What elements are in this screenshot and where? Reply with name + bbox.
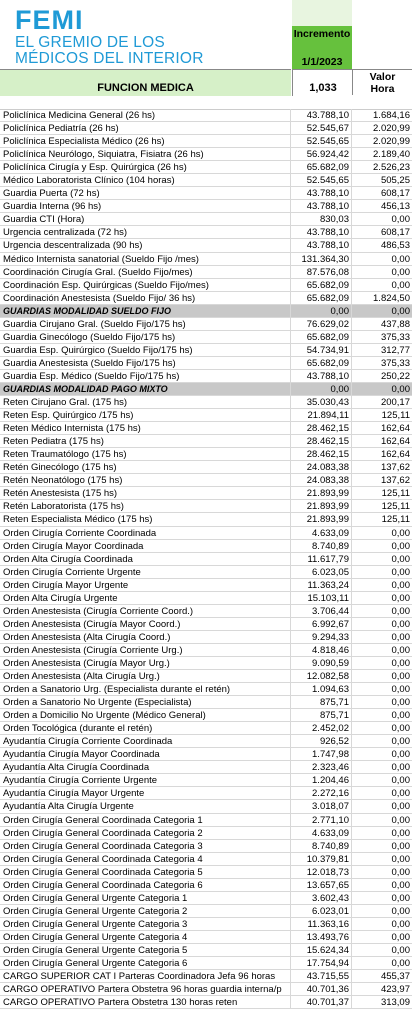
amount-cell: 875,71 xyxy=(291,696,352,708)
table-row xyxy=(0,709,412,722)
amount-cell: 13.493,76 xyxy=(291,931,352,943)
table-row xyxy=(0,892,412,905)
table-row xyxy=(0,840,412,853)
logo-subtitle-line2: MÉDICOS DEL INTERIOR xyxy=(15,50,204,67)
table-row xyxy=(0,174,412,187)
amount-cell: 43.788,10 xyxy=(291,200,352,212)
function-cell: GUARDIAS MODALIDAD PAGO MIXTO xyxy=(0,383,291,395)
function-header: FUNCION MEDICA xyxy=(0,69,291,96)
function-cell: Guardia Anestesista (Sueldo Fijo/175 hs) xyxy=(0,357,291,369)
function-cell: Orden Cirugía Mayor Urgente xyxy=(0,579,291,591)
function-cell: Orden Anestesista (Cirugía Corriente Urg.) xyxy=(0,644,291,656)
function-cell: Retén Laboratorista (175 hs) xyxy=(0,500,291,512)
function-cell: Orden Cirugía Mayor Coordinada xyxy=(0,540,291,552)
table-row xyxy=(0,253,412,266)
amount-cell: 52.545,67 xyxy=(291,122,352,134)
function-cell: Orden Anestesista (Cirugía Corriente Coord.) xyxy=(0,605,291,617)
hourly-value-cell: 456,13 xyxy=(380,201,410,213)
table-row xyxy=(0,605,412,618)
function-cell: Orden Alta Cirugía Coordinada xyxy=(0,553,291,565)
table-row xyxy=(0,266,412,279)
hourly-value-cell: 0,00 xyxy=(391,853,410,865)
table-row xyxy=(0,970,412,983)
hourly-value-cell: 162,64 xyxy=(380,423,410,435)
function-cell: Orden Cirugía Corriente Urgente xyxy=(0,566,291,578)
amount-cell: 11.363,24 xyxy=(291,579,352,591)
hourly-value-cell: 423,97 xyxy=(380,984,410,996)
hourly-value-cell: 0,00 xyxy=(391,736,410,748)
hourly-value-cell: 250,22 xyxy=(380,370,410,382)
function-cell: Guardia Interna (96 hs) xyxy=(0,200,291,212)
amount-cell: 10.379,81 xyxy=(291,853,352,865)
amount-cell: 43.788,10 xyxy=(291,370,352,382)
hourly-value-cell: 0,00 xyxy=(391,775,410,787)
hourly-value-cell: 0,00 xyxy=(391,540,410,552)
table-row xyxy=(0,122,412,135)
function-cell: Reten Esp. Quirúrgico /175 hs) xyxy=(0,409,291,421)
table-row xyxy=(0,905,412,918)
amount-cell: 28.462,15 xyxy=(291,422,352,434)
amount-cell: 9.090,59 xyxy=(291,657,352,669)
amount-cell: 21.894,11 xyxy=(291,409,352,421)
function-cell: Ayudantía Cirugía Mayor Urgente xyxy=(0,787,291,799)
function-cell: Ayudantía Alta Cirugía Urgente xyxy=(0,800,291,812)
hourly-value-cell: 0,00 xyxy=(391,749,410,761)
amount-cell: 9.294,33 xyxy=(291,631,352,643)
hourly-value-cell: 608,17 xyxy=(380,188,410,200)
amount-cell: 2.452,02 xyxy=(291,722,352,734)
table-row xyxy=(0,618,412,631)
table-row xyxy=(0,331,412,344)
amount-cell: 56.924,42 xyxy=(291,148,352,160)
hourly-value-cell: 0,00 xyxy=(391,723,410,735)
table-row xyxy=(0,657,412,670)
hourly-value-cell: 137,62 xyxy=(380,462,410,474)
hourly-value-cell: 0,00 xyxy=(391,827,410,839)
function-cell: Reten Pediatra (175 hs) xyxy=(0,435,291,447)
hourly-value-cell: 125,11 xyxy=(381,501,410,513)
function-cell: Reten Médico Internista (175 hs) xyxy=(0,422,291,434)
header-blank-cell xyxy=(292,0,352,26)
table-row xyxy=(0,774,412,787)
function-cell: Retén Anestesista (175 hs) xyxy=(0,487,291,499)
table-row xyxy=(0,187,412,200)
function-cell: Orden Cirugía General Urgente Categoria 5 xyxy=(0,944,291,956)
function-cell: Ayudantía Cirugía Mayor Coordinada xyxy=(0,748,291,760)
table-row xyxy=(0,566,412,579)
amount-cell: 28.462,15 xyxy=(291,435,352,447)
function-cell: Orden a Domicilio No Urgente (Médico General) xyxy=(0,709,291,721)
amount-cell: 43.788,10 xyxy=(291,239,352,251)
function-cell: Policlínica Cirugía y Esp. Quirúrgica (26 hs) xyxy=(0,161,291,173)
table-row xyxy=(0,983,412,996)
table-row xyxy=(0,279,412,292)
hourly-value-cell: 1.684,16 xyxy=(373,110,410,121)
hourly-value-cell: 200,17 xyxy=(380,397,410,409)
hourly-value-cell: 125,11 xyxy=(381,488,410,500)
function-cell: Urgencia descentralizada (90 hs) xyxy=(0,239,291,251)
hourly-value-cell: 0,00 xyxy=(391,657,410,669)
hourly-value-cell: 162,64 xyxy=(380,449,410,461)
function-cell: Orden Cirugía General Urgente Categoria 4 xyxy=(0,931,291,943)
table-row xyxy=(0,579,412,592)
function-cell: Ayudantía Alta Cirugía Coordinada xyxy=(0,761,291,773)
hourly-value-cell: 375,33 xyxy=(380,331,410,343)
amount-cell: 43.788,10 xyxy=(291,109,352,121)
table-row xyxy=(0,800,412,813)
function-cell: Orden Cirugía General Coordinada Categoria 1 xyxy=(0,814,291,826)
function-cell: Orden Cirugía General Urgente Categoria 3 xyxy=(0,918,291,930)
hourly-value-cell: 137,62 xyxy=(380,475,410,487)
table-row xyxy=(0,631,412,644)
table-row xyxy=(0,370,412,383)
function-cell: Orden Tocológica (durante el retén) xyxy=(0,722,291,734)
hourly-value-cell: 0,00 xyxy=(391,788,410,800)
function-cell: Ayudantía Cirugía Corriente Urgente xyxy=(0,774,291,786)
table-row xyxy=(0,644,412,657)
hourly-value-cell: 0,00 xyxy=(391,592,410,604)
function-cell: Médico Laboratorista Clínico (104 horas) xyxy=(0,174,291,186)
hourly-value-cell: 0,00 xyxy=(391,762,410,774)
hourly-value-cell: 0,00 xyxy=(391,579,410,591)
table-row xyxy=(0,696,412,709)
increment-date: 1/1/2023 xyxy=(292,47,352,69)
amount-cell: 6.992,67 xyxy=(291,618,352,630)
amount-cell: 4.633,09 xyxy=(291,827,352,839)
amount-cell: 8.740,89 xyxy=(291,540,352,552)
hourly-value-cell: 0,00 xyxy=(391,605,410,617)
amount-cell: 830,03 xyxy=(291,213,352,225)
hourly-value-cell: 0,00 xyxy=(391,383,410,395)
increment-label: Incremento xyxy=(292,26,352,47)
amount-cell: 40.701,36 xyxy=(291,983,352,995)
amount-cell: 1.204,46 xyxy=(291,774,352,786)
amount-cell: 3.706,44 xyxy=(291,605,352,617)
amount-cell: 4.818,46 xyxy=(291,644,352,656)
hourly-value-cell: 0,00 xyxy=(391,553,410,565)
function-cell: Guardia Esp. Médico (Sueldo Fijo/175 hs) xyxy=(0,370,291,382)
table-row xyxy=(0,409,412,422)
amount-cell: 52.545,65 xyxy=(291,174,352,186)
table-row xyxy=(0,996,412,1009)
function-cell: Guardia Cirujano Gral. (Sueldo Fijo/175 hs) xyxy=(0,318,291,330)
function-cell: Reten Especialista Médico (175 hs) xyxy=(0,513,291,525)
table-row xyxy=(0,396,412,409)
amount-cell: 21.893,99 xyxy=(291,487,352,499)
table-row xyxy=(0,527,412,540)
table-row xyxy=(0,944,412,957)
hourly-value-cell: 0,00 xyxy=(391,710,410,722)
table-row xyxy=(0,487,412,500)
hourly-value-cell: 455,37 xyxy=(380,971,410,983)
function-cell: Orden Cirugía General Coordinada Categoria 2 xyxy=(0,827,291,839)
function-cell: Guardia Ginecólogo (Sueldo Fijo/175 hs) xyxy=(0,331,291,343)
amount-cell: 21.893,99 xyxy=(291,513,352,525)
function-cell: Reten Traumatólogo (175 hs) xyxy=(0,448,291,460)
amount-cell: 2.771,10 xyxy=(291,814,352,826)
function-cell: Orden Cirugía Corriente Coordinada xyxy=(0,527,291,539)
hourly-value-cell: 0,00 xyxy=(391,931,410,943)
hourly-value-cell: 0,00 xyxy=(391,279,410,291)
function-cell: Orden Cirugía General Urgente Categoria 1 xyxy=(0,892,291,904)
hourly-value-cell: 313,09 xyxy=(380,997,410,1009)
amount-cell: 0,00 xyxy=(291,383,352,395)
table-row xyxy=(0,957,412,970)
function-cell: Orden Alta Cirugía Urgente xyxy=(0,592,291,604)
hourly-value-cell: 0,00 xyxy=(391,527,410,539)
function-cell: Orden Anestesista (Cirugía Mayor Coord.) xyxy=(0,618,291,630)
hourly-value-cell: 608,17 xyxy=(380,227,410,239)
table-row xyxy=(0,735,412,748)
function-cell: Orden Anestesista (Alta Cirugía Coord.) xyxy=(0,631,291,643)
table-row xyxy=(0,918,412,931)
hourly-value-cell: 125,11 xyxy=(381,410,410,422)
hourly-value-cell: 0,00 xyxy=(391,214,410,226)
table-row xyxy=(0,722,412,735)
salary-table xyxy=(0,109,412,1009)
function-cell: Coordinación Anestesista (Sueldo Fijo/ 36 hs) xyxy=(0,292,291,304)
hourly-value-cell: 0,00 xyxy=(391,618,410,630)
amount-cell: 87.576,08 xyxy=(291,266,352,278)
hourly-value-cell: 125,11 xyxy=(381,514,410,526)
logo-subtitle-line1: EL GREMIO DE LOS xyxy=(15,34,165,51)
amount-cell: 21.893,99 xyxy=(291,500,352,512)
hourly-value-cell: 505,25 xyxy=(380,175,410,187)
function-cell: Guardia Puerta (72 hs) xyxy=(0,187,291,199)
function-cell: Retén Ginecólogo (175 hs) xyxy=(0,461,291,473)
amount-cell: 17.754,94 xyxy=(291,957,352,969)
table-row xyxy=(0,161,412,174)
hourly-value-cell: 0,00 xyxy=(391,879,410,891)
function-cell: Orden Cirugía General Coordinada Categoria 6 xyxy=(0,879,291,891)
table-row xyxy=(0,344,412,357)
amount-cell: 40.701,37 xyxy=(291,996,352,1008)
logo-title: FEMI xyxy=(15,5,84,35)
amount-cell: 65.682,09 xyxy=(291,331,352,343)
function-cell: Policlínica Medicina General (26 hs) xyxy=(0,109,291,121)
table-row xyxy=(0,422,412,435)
table-row xyxy=(0,748,412,761)
amount-cell: 131.364,30 xyxy=(291,253,352,265)
hourly-value-cell: 312,77 xyxy=(380,344,410,356)
table-row xyxy=(0,827,412,840)
table-row xyxy=(0,513,412,526)
function-cell: Orden a Sanatorio No Urgente (Especialista) xyxy=(0,696,291,708)
function-cell: Reten Cirujano Gral. (175 hs) xyxy=(0,396,291,408)
function-cell: CARGO OPERATIVO Partera Obstetra 96 horas guardia interna/p xyxy=(0,983,291,995)
function-cell: Guardia CTI (Hora) xyxy=(0,213,291,225)
function-cell: Policlínica Neurólogo, Siquiatra, Fisiatra (26 hs) xyxy=(0,148,291,160)
amount-cell: 12.018,73 xyxy=(291,866,352,878)
function-cell: Policlínica Especialista Médico (26 hs) xyxy=(0,135,291,147)
table-row xyxy=(0,866,412,879)
table-row xyxy=(0,239,412,252)
amount-cell: 11.363,16 xyxy=(291,918,352,930)
table-row xyxy=(0,435,412,448)
amount-cell: 43.788,10 xyxy=(291,187,352,199)
table-row xyxy=(0,448,412,461)
function-cell: Policlínica Pediatría (26 hs) xyxy=(0,122,291,134)
hourly-value-cell: 0,00 xyxy=(391,801,410,813)
function-cell: Orden Cirugía General Coordinada Categoria 3 xyxy=(0,840,291,852)
section-row xyxy=(0,383,412,396)
table-row xyxy=(0,592,412,605)
table-row xyxy=(0,761,412,774)
amount-cell: 52.545,65 xyxy=(291,135,352,147)
amount-cell: 875,71 xyxy=(291,709,352,721)
hourly-value-cell: 2.020,99 xyxy=(373,123,410,135)
amount-cell: 13.657,65 xyxy=(291,879,352,891)
table-row xyxy=(0,500,412,513)
hourly-value-cell: 375,33 xyxy=(380,357,410,369)
table-row xyxy=(0,683,412,696)
amount-cell: 54.734,91 xyxy=(291,344,352,356)
hourly-value-cell: 0,00 xyxy=(391,684,410,696)
function-cell: CARGO OPERATIVO Partera Obstetra 130 horas reten xyxy=(0,996,291,1008)
blank-row xyxy=(0,96,412,110)
function-cell: Coordinación Cirugía Gral. (Sueldo Fijo/mes) xyxy=(0,266,291,278)
amount-cell: 43.715,55 xyxy=(291,970,352,982)
function-cell: GUARDIAS MODALIDAD SUELDO FIJO xyxy=(0,305,291,317)
amount-cell: 8.740,89 xyxy=(291,840,352,852)
amount-cell: 11.617,79 xyxy=(291,553,352,565)
hourly-value-cell: 0,00 xyxy=(391,631,410,643)
table-row xyxy=(0,135,412,148)
hourly-value-cell: 0,00 xyxy=(391,305,410,317)
section-row xyxy=(0,305,412,318)
amount-cell: 12.082,58 xyxy=(291,670,352,682)
hourly-value-cell: 0,00 xyxy=(391,892,410,904)
function-cell: Coordinación Esp. Quirúrgicas (Sueldo Fijo/mes) xyxy=(0,279,291,291)
hourly-value-cell: 0,00 xyxy=(391,814,410,826)
amount-cell: 76.629,02 xyxy=(291,318,352,330)
function-cell: Orden a Sanatorio Urg. (Especialista durante el retén) xyxy=(0,683,291,695)
amount-cell: 6.023,05 xyxy=(291,566,352,578)
amount-cell: 24.083,38 xyxy=(291,461,352,473)
table-row xyxy=(0,213,412,226)
hourly-value-cell: 0,00 xyxy=(391,697,410,709)
hourly-value-header xyxy=(352,69,412,95)
table-row xyxy=(0,461,412,474)
amount-cell: 35.030,43 xyxy=(291,396,352,408)
function-cell: Orden Cirugía General Urgente Categoria 6 xyxy=(0,957,291,969)
function-cell: Urgencia centralizada (72 hs) xyxy=(0,226,291,238)
table-row xyxy=(0,670,412,683)
amount-cell: 65.682,09 xyxy=(291,357,352,369)
hourly-value-cell: 0,00 xyxy=(391,958,410,970)
function-cell: Orden Cirugía General Coordinada Categoria 4 xyxy=(0,853,291,865)
table-row xyxy=(0,814,412,827)
hourly-value-cell: 0,00 xyxy=(391,266,410,278)
table-row xyxy=(0,879,412,892)
hourly-value-cell: 0,00 xyxy=(391,566,410,578)
function-cell: Guardia Esp. Quirúrgico (Sueldo Fijo/175 hs) xyxy=(0,344,291,356)
hourly-value-cell: 0,00 xyxy=(391,671,410,683)
amount-cell: 3.602,43 xyxy=(291,892,352,904)
amount-cell: 15.624,34 xyxy=(291,944,352,956)
table-row xyxy=(0,200,412,213)
function-cell: Orden Cirugía General Coordinada Categoria 5 xyxy=(0,866,291,878)
table-row xyxy=(0,292,412,305)
hourly-value-header-line2: Hora xyxy=(370,83,395,95)
hourly-value-cell: 0,00 xyxy=(391,840,410,852)
function-cell: Orden Anestesista (Alta Cirugía Urg.) xyxy=(0,670,291,682)
amount-cell: 28.462,15 xyxy=(291,448,352,460)
table-row xyxy=(0,226,412,239)
hourly-value-header-line1: Valor xyxy=(369,71,396,83)
hourly-value-cell: 0,00 xyxy=(391,253,410,265)
function-cell: Ayudantía Cirugía Corriente Coordinada xyxy=(0,735,291,747)
amount-cell: 2.272,16 xyxy=(291,787,352,799)
table-row xyxy=(0,474,412,487)
table-row xyxy=(0,540,412,553)
hourly-value-cell: 437,88 xyxy=(380,318,410,330)
hourly-value-cell: 0,00 xyxy=(391,945,410,956)
amount-cell: 65.682,09 xyxy=(291,279,352,291)
amount-cell: 65.682,09 xyxy=(291,292,352,304)
amount-cell: 43.788,10 xyxy=(291,226,352,238)
hourly-value-cell: 0,00 xyxy=(391,866,410,878)
hourly-value-cell: 1.824,50 xyxy=(373,292,410,304)
table-row xyxy=(0,853,412,866)
amount-cell: 1.747,98 xyxy=(291,748,352,760)
hourly-value-cell: 162,64 xyxy=(380,436,410,448)
table-row xyxy=(0,148,412,161)
function-cell: Orden Anestesista (Cirugía Mayor Urg.) xyxy=(0,657,291,669)
hourly-value-cell: 0,00 xyxy=(391,644,410,656)
amount-cell: 926,52 xyxy=(291,735,352,747)
femi-logo xyxy=(0,0,291,69)
amount-cell: 4.633,09 xyxy=(291,527,352,539)
function-cell: CARGO SUPERIOR CAT I Parteras Coordinadora Jefa 96 horas xyxy=(0,970,291,982)
amount-cell: 0,00 xyxy=(291,305,352,317)
hourly-value-cell: 486,53 xyxy=(380,240,410,252)
hourly-value-cell: 2.189,40 xyxy=(373,149,410,161)
amount-cell: 24.083,38 xyxy=(291,474,352,486)
factor-header: 1,033 xyxy=(292,69,353,96)
amount-cell: 2.323,46 xyxy=(291,761,352,773)
hourly-value-cell: 2.020,99 xyxy=(373,136,410,148)
amount-cell: 65.682,09 xyxy=(291,161,352,173)
function-cell: Retén Neonatólogo (175 hs) xyxy=(0,474,291,486)
hourly-value-cell: 2.526,23 xyxy=(373,162,410,174)
function-cell: Médico Internista sanatorial (Sueldo Fijo /mes) xyxy=(0,253,291,265)
amount-cell: 15.103,11 xyxy=(291,592,352,604)
amount-cell: 6.023,01 xyxy=(291,905,352,917)
table-row xyxy=(0,787,412,800)
table-row xyxy=(0,318,412,331)
amount-cell: 3.018,07 xyxy=(291,800,352,812)
hourly-value-cell: 0,00 xyxy=(391,905,410,917)
amount-cell: 1.094,63 xyxy=(291,683,352,695)
function-cell: Orden Cirugía General Urgente Categoria 2 xyxy=(0,905,291,917)
table-row xyxy=(0,553,412,566)
table-row xyxy=(0,931,412,944)
hourly-value-cell: 0,00 xyxy=(391,918,410,930)
table-row xyxy=(0,357,412,370)
table-row xyxy=(0,109,412,122)
